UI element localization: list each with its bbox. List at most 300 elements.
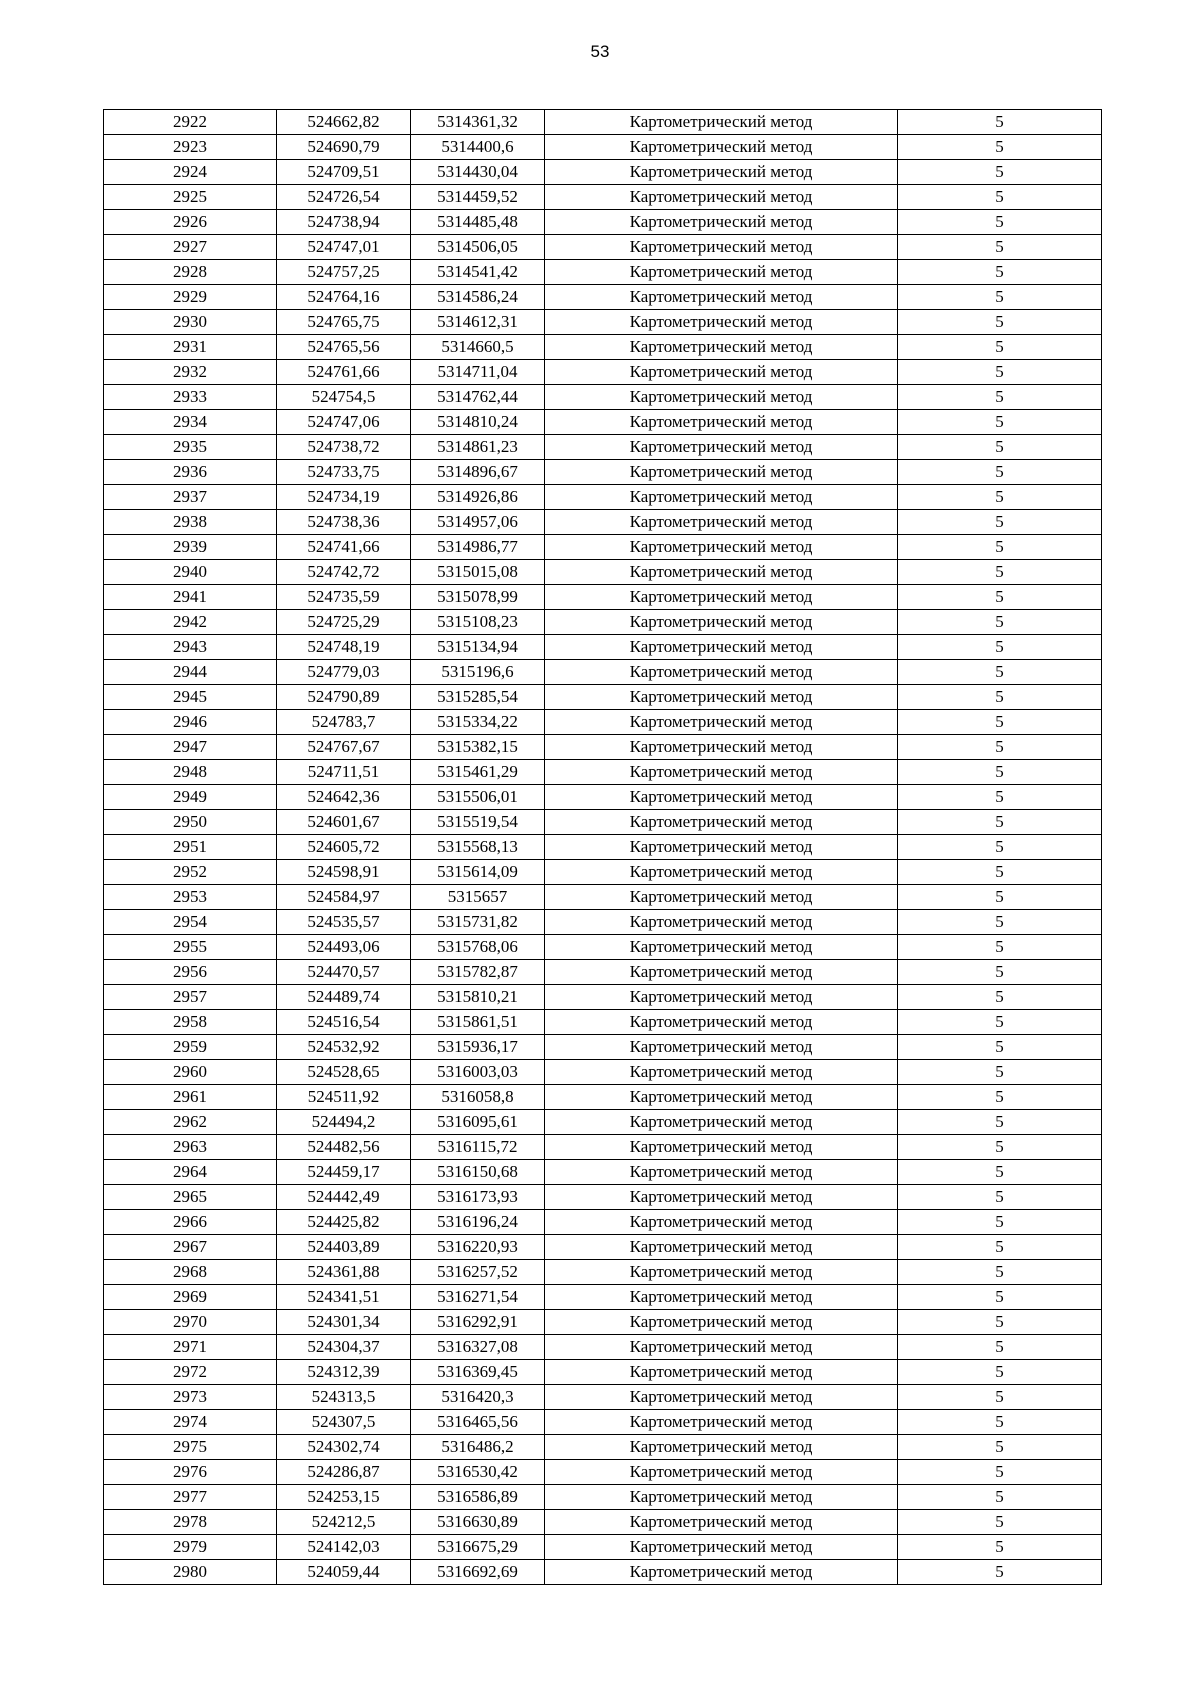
method-cell: Картометрический метод <box>545 935 898 960</box>
y-coordinate-cell: 5314541,42 <box>411 260 545 285</box>
y-coordinate-cell: 5316115,72 <box>411 1135 545 1160</box>
accuracy-cell: 5 <box>898 710 1102 735</box>
table-row <box>104 1260 1102 1285</box>
y-coordinate-cell: 5314896,67 <box>411 460 545 485</box>
accuracy-cell: 5 <box>898 1460 1102 1485</box>
point-number-cell: 2951 <box>104 835 277 860</box>
x-coordinate-cell: 524709,51 <box>277 160 411 185</box>
point-number-cell: 2923 <box>104 135 277 160</box>
y-coordinate-cell: 5314400,6 <box>411 135 545 160</box>
point-number-cell: 2942 <box>104 610 277 635</box>
y-coordinate-cell: 5316327,08 <box>411 1335 545 1360</box>
method-cell: Картометрический метод <box>545 335 898 360</box>
x-coordinate-cell: 524482,56 <box>277 1135 411 1160</box>
accuracy-cell: 5 <box>898 435 1102 460</box>
point-number-cell: 2933 <box>104 385 277 410</box>
point-number-cell: 2938 <box>104 510 277 535</box>
y-coordinate-cell: 5315134,94 <box>411 635 545 660</box>
x-coordinate-cell: 524734,19 <box>277 485 411 510</box>
point-number-cell: 2930 <box>104 310 277 335</box>
point-number-cell: 2964 <box>104 1160 277 1185</box>
x-coordinate-cell: 524528,65 <box>277 1060 411 1085</box>
table-row <box>104 335 1102 360</box>
point-number-cell: 2924 <box>104 160 277 185</box>
method-cell: Картометрический метод <box>545 710 898 735</box>
point-number-cell: 2974 <box>104 1410 277 1435</box>
accuracy-cell: 5 <box>898 185 1102 210</box>
table-row <box>104 660 1102 685</box>
x-coordinate-cell: 524738,36 <box>277 510 411 535</box>
point-number-cell: 2946 <box>104 710 277 735</box>
x-coordinate-cell: 524494,2 <box>277 1110 411 1135</box>
point-number-cell: 2943 <box>104 635 277 660</box>
x-coordinate-cell: 524598,91 <box>277 860 411 885</box>
table-row <box>104 910 1102 935</box>
table-row <box>104 1310 1102 1335</box>
point-number-cell: 2971 <box>104 1335 277 1360</box>
x-coordinate-cell: 524532,92 <box>277 1035 411 1060</box>
point-number-cell: 2957 <box>104 985 277 1010</box>
y-coordinate-cell: 5315782,87 <box>411 960 545 985</box>
x-coordinate-cell: 524341,51 <box>277 1285 411 1310</box>
accuracy-cell: 5 <box>898 585 1102 610</box>
point-number-cell: 2972 <box>104 1360 277 1385</box>
accuracy-cell: 5 <box>898 135 1102 160</box>
x-coordinate-cell: 524764,16 <box>277 285 411 310</box>
x-coordinate-cell: 524059,44 <box>277 1560 411 1585</box>
point-number-cell: 2959 <box>104 1035 277 1060</box>
table-row <box>104 310 1102 335</box>
accuracy-cell: 5 <box>898 1535 1102 1560</box>
method-cell: Картометрический метод <box>545 410 898 435</box>
y-coordinate-cell: 5315285,54 <box>411 685 545 710</box>
method-cell: Картометрический метод <box>545 985 898 1010</box>
point-number-cell: 2949 <box>104 785 277 810</box>
method-cell: Картометрический метод <box>545 760 898 785</box>
table-row <box>104 1010 1102 1035</box>
table-row <box>104 485 1102 510</box>
x-coordinate-cell: 524642,36 <box>277 785 411 810</box>
x-coordinate-cell: 524757,25 <box>277 260 411 285</box>
accuracy-cell: 5 <box>898 1010 1102 1035</box>
method-cell: Картометрический метод <box>545 785 898 810</box>
coordinates-table-body <box>104 110 1102 1585</box>
method-cell: Картометрический метод <box>545 1260 898 1285</box>
x-coordinate-cell: 524765,75 <box>277 310 411 335</box>
x-coordinate-cell: 524711,51 <box>277 760 411 785</box>
x-coordinate-cell: 524765,56 <box>277 335 411 360</box>
x-coordinate-cell: 524741,66 <box>277 535 411 560</box>
y-coordinate-cell: 5316675,29 <box>411 1535 545 1560</box>
y-coordinate-cell: 5316257,52 <box>411 1260 545 1285</box>
method-cell: Картометрический метод <box>545 1110 898 1135</box>
table-row <box>104 185 1102 210</box>
table-row <box>104 460 1102 485</box>
accuracy-cell: 5 <box>898 1035 1102 1060</box>
x-coordinate-cell: 524726,54 <box>277 185 411 210</box>
x-coordinate-cell: 524302,74 <box>277 1435 411 1460</box>
accuracy-cell: 5 <box>898 1260 1102 1285</box>
table-row <box>104 1510 1102 1535</box>
y-coordinate-cell: 5314861,23 <box>411 435 545 460</box>
point-number-cell: 2979 <box>104 1535 277 1560</box>
x-coordinate-cell: 524142,03 <box>277 1535 411 1560</box>
method-cell: Картометрический метод <box>545 560 898 585</box>
accuracy-cell: 5 <box>898 1510 1102 1535</box>
point-number-cell: 2947 <box>104 735 277 760</box>
accuracy-cell: 5 <box>898 1485 1102 1510</box>
table-row <box>104 1210 1102 1235</box>
table-row <box>104 935 1102 960</box>
point-number-cell: 2922 <box>104 110 277 135</box>
point-number-cell: 2936 <box>104 460 277 485</box>
table-row <box>104 785 1102 810</box>
y-coordinate-cell: 5315614,09 <box>411 860 545 885</box>
method-cell: Картометрический метод <box>545 1560 898 1585</box>
table-row <box>104 760 1102 785</box>
point-number-cell: 2928 <box>104 260 277 285</box>
point-number-cell: 2939 <box>104 535 277 560</box>
table-row <box>104 1335 1102 1360</box>
table-row <box>104 110 1102 135</box>
x-coordinate-cell: 524738,94 <box>277 210 411 235</box>
method-cell: Картометрический метод <box>545 510 898 535</box>
y-coordinate-cell: 5316692,69 <box>411 1560 545 1585</box>
table-row <box>104 160 1102 185</box>
table-row <box>104 560 1102 585</box>
accuracy-cell: 5 <box>898 235 1102 260</box>
point-number-cell: 2963 <box>104 1135 277 1160</box>
table-row <box>104 635 1102 660</box>
y-coordinate-cell: 5316369,45 <box>411 1360 545 1385</box>
accuracy-cell: 5 <box>898 860 1102 885</box>
accuracy-cell: 5 <box>898 1110 1102 1135</box>
accuracy-cell: 5 <box>898 560 1102 585</box>
method-cell: Картометрический метод <box>545 610 898 635</box>
accuracy-cell: 5 <box>898 510 1102 535</box>
y-coordinate-cell: 5316271,54 <box>411 1285 545 1310</box>
method-cell: Картометрический метод <box>545 585 898 610</box>
accuracy-cell: 5 <box>898 160 1102 185</box>
point-number-cell: 2940 <box>104 560 277 585</box>
method-cell: Картометрический метод <box>545 660 898 685</box>
y-coordinate-cell: 5315936,17 <box>411 1035 545 1060</box>
method-cell: Картометрический метод <box>545 1210 898 1235</box>
y-coordinate-cell: 5315519,54 <box>411 810 545 835</box>
y-coordinate-cell: 5315015,08 <box>411 560 545 585</box>
accuracy-cell: 5 <box>898 335 1102 360</box>
table-row <box>104 860 1102 885</box>
accuracy-cell: 5 <box>898 735 1102 760</box>
point-number-cell: 2932 <box>104 360 277 385</box>
method-cell: Картометрический метод <box>545 885 898 910</box>
y-coordinate-cell: 5315568,13 <box>411 835 545 860</box>
method-cell: Картометрический метод <box>545 1385 898 1410</box>
table-row <box>104 1435 1102 1460</box>
accuracy-cell: 5 <box>898 1360 1102 1385</box>
y-coordinate-cell: 5314485,48 <box>411 210 545 235</box>
accuracy-cell: 5 <box>898 1185 1102 1210</box>
x-coordinate-cell: 524253,15 <box>277 1485 411 1510</box>
point-number-cell: 2968 <box>104 1260 277 1285</box>
y-coordinate-cell: 5316292,91 <box>411 1310 545 1335</box>
point-number-cell: 2980 <box>104 1560 277 1585</box>
x-coordinate-cell: 524286,87 <box>277 1460 411 1485</box>
y-coordinate-cell: 5315810,21 <box>411 985 545 1010</box>
method-cell: Картометрический метод <box>545 1485 898 1510</box>
x-coordinate-cell: 524313,5 <box>277 1385 411 1410</box>
point-number-cell: 2948 <box>104 760 277 785</box>
accuracy-cell: 5 <box>898 1285 1102 1310</box>
table-row <box>104 835 1102 860</box>
table-row <box>104 1060 1102 1085</box>
x-coordinate-cell: 524489,74 <box>277 985 411 1010</box>
method-cell: Картометрический метод <box>545 210 898 235</box>
method-cell: Картометрический метод <box>545 910 898 935</box>
accuracy-cell: 5 <box>898 1385 1102 1410</box>
table-row <box>104 985 1102 1010</box>
table-row <box>104 360 1102 385</box>
table-row <box>104 285 1102 310</box>
method-cell: Картометрический метод <box>545 260 898 285</box>
accuracy-cell: 5 <box>898 685 1102 710</box>
point-number-cell: 2935 <box>104 435 277 460</box>
page-number: 53 <box>590 42 610 61</box>
point-number-cell: 2934 <box>104 410 277 435</box>
method-cell: Картометрический метод <box>545 1310 898 1335</box>
y-coordinate-cell: 5314586,24 <box>411 285 545 310</box>
point-number-cell: 2931 <box>104 335 277 360</box>
y-coordinate-cell: 5314711,04 <box>411 360 545 385</box>
y-coordinate-cell: 5316530,42 <box>411 1460 545 1485</box>
table-row <box>104 1135 1102 1160</box>
point-number-cell: 2954 <box>104 910 277 935</box>
x-coordinate-cell: 524605,72 <box>277 835 411 860</box>
x-coordinate-cell: 524516,54 <box>277 1010 411 1035</box>
point-number-cell: 2975 <box>104 1435 277 1460</box>
table-row <box>104 1035 1102 1060</box>
accuracy-cell: 5 <box>898 1410 1102 1435</box>
y-coordinate-cell: 5316465,56 <box>411 1410 545 1435</box>
y-coordinate-cell: 5314957,06 <box>411 510 545 535</box>
accuracy-cell: 5 <box>898 385 1102 410</box>
method-cell: Картометрический метод <box>545 1510 898 1535</box>
point-number-cell: 2929 <box>104 285 277 310</box>
point-number-cell: 2926 <box>104 210 277 235</box>
method-cell: Картометрический метод <box>545 385 898 410</box>
y-coordinate-cell: 5315768,06 <box>411 935 545 960</box>
table-row <box>104 210 1102 235</box>
method-cell: Картометрический метод <box>545 1135 898 1160</box>
table-row <box>104 410 1102 435</box>
y-coordinate-cell: 5316220,93 <box>411 1235 545 1260</box>
y-coordinate-cell: 5315078,99 <box>411 585 545 610</box>
point-number-cell: 2969 <box>104 1285 277 1310</box>
x-coordinate-cell: 524748,19 <box>277 635 411 660</box>
x-coordinate-cell: 524304,37 <box>277 1335 411 1360</box>
y-coordinate-cell: 5315506,01 <box>411 785 545 810</box>
table-row <box>104 1285 1102 1310</box>
table-row <box>104 1535 1102 1560</box>
x-coordinate-cell: 524403,89 <box>277 1235 411 1260</box>
method-cell: Картометрический метод <box>545 360 898 385</box>
point-number-cell: 2965 <box>104 1185 277 1210</box>
table-row <box>104 135 1102 160</box>
accuracy-cell: 5 <box>898 610 1102 635</box>
y-coordinate-cell: 5316150,68 <box>411 1160 545 1185</box>
method-cell: Картометрический метод <box>545 1235 898 1260</box>
accuracy-cell: 5 <box>898 1085 1102 1110</box>
point-number-cell: 2958 <box>104 1010 277 1035</box>
accuracy-cell: 5 <box>898 210 1102 235</box>
accuracy-cell: 5 <box>898 1310 1102 1335</box>
x-coordinate-cell: 524754,5 <box>277 385 411 410</box>
method-cell: Картометрический метод <box>545 485 898 510</box>
y-coordinate-cell: 5316586,89 <box>411 1485 545 1510</box>
table-row <box>104 510 1102 535</box>
point-number-cell: 2973 <box>104 1385 277 1410</box>
method-cell: Картометрический метод <box>545 1360 898 1385</box>
method-cell: Картометрический метод <box>545 1410 898 1435</box>
table-row <box>104 710 1102 735</box>
y-coordinate-cell: 5314926,86 <box>411 485 545 510</box>
accuracy-cell: 5 <box>898 1135 1102 1160</box>
method-cell: Картометрический метод <box>545 1060 898 1085</box>
x-coordinate-cell: 524442,49 <box>277 1185 411 1210</box>
method-cell: Картометрический метод <box>545 285 898 310</box>
accuracy-cell: 5 <box>898 460 1102 485</box>
y-coordinate-cell: 5316486,2 <box>411 1435 545 1460</box>
point-number-cell: 2960 <box>104 1060 277 1085</box>
method-cell: Картометрический метод <box>545 1285 898 1310</box>
x-coordinate-cell: 524742,72 <box>277 560 411 585</box>
x-coordinate-cell: 524790,89 <box>277 685 411 710</box>
x-coordinate-cell: 524301,34 <box>277 1310 411 1335</box>
y-coordinate-cell: 5316196,24 <box>411 1210 545 1235</box>
y-coordinate-cell: 5315382,15 <box>411 735 545 760</box>
method-cell: Картометрический метод <box>545 1460 898 1485</box>
y-coordinate-cell: 5316058,8 <box>411 1085 545 1110</box>
x-coordinate-cell: 524212,5 <box>277 1510 411 1535</box>
point-number-cell: 2925 <box>104 185 277 210</box>
x-coordinate-cell: 524535,57 <box>277 910 411 935</box>
point-number-cell: 2956 <box>104 960 277 985</box>
table-row <box>104 810 1102 835</box>
x-coordinate-cell: 524307,5 <box>277 1410 411 1435</box>
accuracy-cell: 5 <box>898 760 1102 785</box>
y-coordinate-cell: 5315461,29 <box>411 760 545 785</box>
y-coordinate-cell: 5314506,05 <box>411 235 545 260</box>
point-number-cell: 2977 <box>104 1485 277 1510</box>
table-row <box>104 1560 1102 1585</box>
y-coordinate-cell: 5316173,93 <box>411 1185 545 1210</box>
table-row <box>104 535 1102 560</box>
point-number-cell: 2967 <box>104 1235 277 1260</box>
accuracy-cell: 5 <box>898 410 1102 435</box>
table-row <box>104 1360 1102 1385</box>
point-number-cell: 2927 <box>104 235 277 260</box>
method-cell: Картометрический метод <box>545 160 898 185</box>
method-cell: Картометрический метод <box>545 110 898 135</box>
method-cell: Картометрический метод <box>545 1435 898 1460</box>
accuracy-cell: 5 <box>898 310 1102 335</box>
table-row <box>104 885 1102 910</box>
y-coordinate-cell: 5315657 <box>411 885 545 910</box>
x-coordinate-cell: 524783,7 <box>277 710 411 735</box>
accuracy-cell: 5 <box>898 110 1102 135</box>
table-row <box>104 1110 1102 1135</box>
accuracy-cell: 5 <box>898 885 1102 910</box>
y-coordinate-cell: 5314986,77 <box>411 535 545 560</box>
point-number-cell: 2952 <box>104 860 277 885</box>
accuracy-cell: 5 <box>898 1560 1102 1585</box>
y-coordinate-cell: 5314762,44 <box>411 385 545 410</box>
method-cell: Картометрический метод <box>545 1535 898 1560</box>
accuracy-cell: 5 <box>898 1210 1102 1235</box>
x-coordinate-cell: 524601,67 <box>277 810 411 835</box>
x-coordinate-cell: 524470,57 <box>277 960 411 985</box>
point-number-cell: 2950 <box>104 810 277 835</box>
x-coordinate-cell: 524425,82 <box>277 1210 411 1235</box>
y-coordinate-cell: 5314459,52 <box>411 185 545 210</box>
method-cell: Картометрический метод <box>545 1010 898 1035</box>
table-row <box>104 960 1102 985</box>
method-cell: Картометрический метод <box>545 685 898 710</box>
method-cell: Картометрический метод <box>545 1085 898 1110</box>
x-coordinate-cell: 524779,03 <box>277 660 411 685</box>
x-coordinate-cell: 524690,79 <box>277 135 411 160</box>
accuracy-cell: 5 <box>898 285 1102 310</box>
method-cell: Картометрический метод <box>545 735 898 760</box>
method-cell: Картометрический метод <box>545 1160 898 1185</box>
point-number-cell: 2953 <box>104 885 277 910</box>
y-coordinate-cell: 5316630,89 <box>411 1510 545 1535</box>
table-row <box>104 610 1102 635</box>
accuracy-cell: 5 <box>898 1435 1102 1460</box>
table-row <box>104 1485 1102 1510</box>
point-number-cell: 2970 <box>104 1310 277 1335</box>
accuracy-cell: 5 <box>898 660 1102 685</box>
table-row <box>104 385 1102 410</box>
y-coordinate-cell: 5314660,5 <box>411 335 545 360</box>
method-cell: Картометрический метод <box>545 310 898 335</box>
y-coordinate-cell: 5314361,32 <box>411 110 545 135</box>
point-number-cell: 2978 <box>104 1510 277 1535</box>
method-cell: Картометрический метод <box>545 835 898 860</box>
y-coordinate-cell: 5315861,51 <box>411 1010 545 1035</box>
table-row <box>104 735 1102 760</box>
accuracy-cell: 5 <box>898 910 1102 935</box>
point-number-cell: 2962 <box>104 1110 277 1135</box>
y-coordinate-cell: 5315108,23 <box>411 610 545 635</box>
y-coordinate-cell: 5316003,03 <box>411 1060 545 1085</box>
method-cell: Картометрический метод <box>545 960 898 985</box>
point-number-cell: 2937 <box>104 485 277 510</box>
accuracy-cell: 5 <box>898 810 1102 835</box>
x-coordinate-cell: 524662,82 <box>277 110 411 135</box>
x-coordinate-cell: 524738,72 <box>277 435 411 460</box>
accuracy-cell: 5 <box>898 1235 1102 1260</box>
table-row <box>104 585 1102 610</box>
table-row <box>104 1185 1102 1210</box>
method-cell: Картометрический метод <box>545 810 898 835</box>
accuracy-cell: 5 <box>898 1160 1102 1185</box>
point-number-cell: 2941 <box>104 585 277 610</box>
accuracy-cell: 5 <box>898 635 1102 660</box>
accuracy-cell: 5 <box>898 360 1102 385</box>
method-cell: Картометрический метод <box>545 1335 898 1360</box>
point-number-cell: 2945 <box>104 685 277 710</box>
